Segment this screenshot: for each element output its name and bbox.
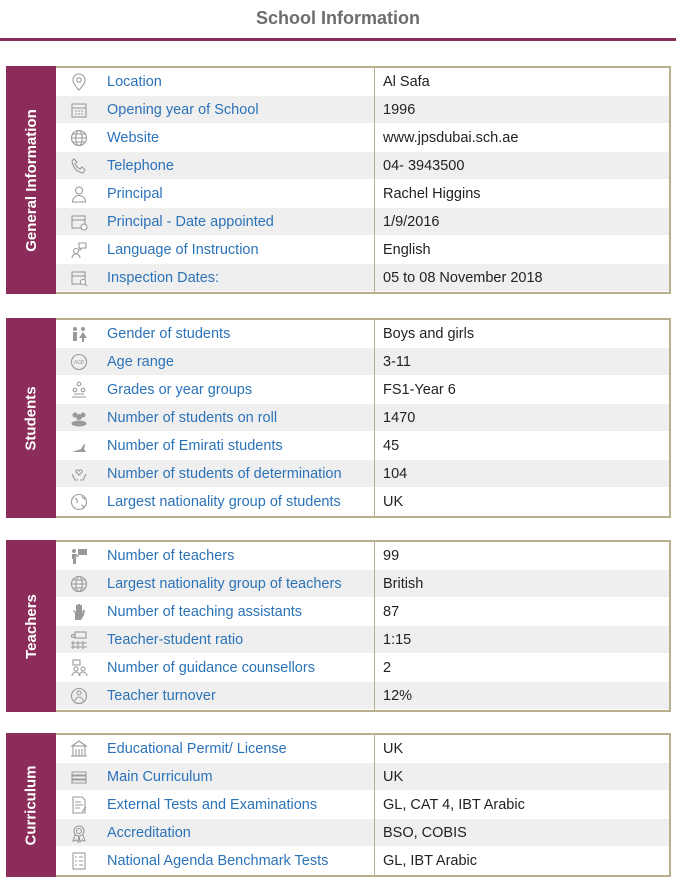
table-row: [56, 432, 669, 460]
row-value: UK: [383, 740, 404, 757]
row-label: Website: [101, 124, 375, 152]
page-title: School Information: [256, 8, 420, 28]
section-curriculum: [6, 733, 671, 877]
row-value: 1996: [383, 101, 416, 118]
table-row: [56, 542, 669, 570]
group-levels-icon: [56, 376, 101, 404]
school-building-icon: [56, 735, 101, 763]
table-row: [56, 598, 669, 626]
row-label: Grades or year groups: [101, 376, 375, 404]
row-value: 1470: [383, 409, 416, 426]
table-row: [56, 404, 669, 432]
table-row: [56, 264, 669, 292]
row-value: 05 to 08 November 2018: [383, 269, 543, 286]
table-row: [56, 791, 669, 819]
table-row: [56, 320, 669, 348]
row-label: Location: [101, 68, 375, 96]
row-label: Age range: [101, 348, 375, 376]
section-teachers: [6, 540, 671, 712]
row-label: Inspection Dates:: [101, 264, 375, 292]
hands-heart-icon: [56, 460, 101, 488]
table-row: [56, 68, 669, 96]
classroom-icon: [56, 626, 101, 654]
row-value: 1:15: [383, 631, 412, 648]
row-label: Educational Permit/ License: [101, 735, 375, 763]
table-row: [56, 763, 669, 791]
table-row: [56, 152, 669, 180]
row-value: 2: [383, 659, 392, 676]
title-divider: [0, 38, 676, 41]
table-row: [56, 124, 669, 152]
row-label: Main Curriculum: [101, 763, 375, 791]
row-value: 87: [383, 603, 400, 620]
row-value: British: [383, 575, 424, 592]
row-value: BSO, COBIS: [383, 824, 467, 841]
table-row: [56, 208, 669, 236]
row-label: Largest nationality group of teachers: [101, 570, 375, 598]
table-row: [56, 376, 669, 404]
row-label: Teacher turnover: [101, 682, 375, 710]
turnover-icon: [56, 682, 101, 710]
row-label: Telephone: [101, 152, 375, 180]
row-label: National Agenda Benchmark Tests: [101, 847, 375, 875]
section-general-information: [6, 66, 671, 294]
table-row: [56, 180, 669, 208]
calendar-icon: [56, 96, 101, 124]
row-value: UK: [383, 768, 404, 785]
table-row: [56, 488, 669, 516]
table-row: [56, 819, 669, 847]
globe-icon: [56, 124, 101, 152]
row-value: 04- 3943500: [383, 157, 465, 174]
row-label: Largest nationality group of students: [101, 488, 375, 516]
emirates-map-icon: [56, 432, 101, 460]
row-value: GL, IBT Arabic: [383, 852, 478, 869]
row-label: Number of teaching assistants: [101, 598, 375, 626]
raised-hand-icon: [56, 598, 101, 626]
row-value: GL, CAT 4, IBT Arabic: [383, 796, 525, 813]
table-row: [56, 96, 669, 124]
row-label: Language of Instruction: [101, 236, 375, 264]
section-tab: [6, 733, 56, 877]
row-label: Number of students on roll: [101, 404, 375, 432]
table-row: [56, 570, 669, 598]
row-label: Gender of students: [101, 320, 375, 348]
section-tab: [6, 66, 56, 294]
row-value: UK: [383, 493, 404, 510]
table-row: [56, 460, 669, 488]
person-icon: [56, 180, 101, 208]
telephone-icon: [56, 152, 101, 180]
row-label: Teacher-student ratio: [101, 626, 375, 654]
calendar-check-icon: [56, 208, 101, 236]
books-icon: [56, 763, 101, 791]
table-row: [56, 626, 669, 654]
globe-icon: [56, 570, 101, 598]
section-tab: [6, 318, 56, 518]
row-value: 99: [383, 547, 400, 564]
row-label: Accreditation: [101, 819, 375, 847]
award-icon: [56, 819, 101, 847]
calendar-search-icon: [56, 264, 101, 292]
row-label: Principal: [101, 180, 375, 208]
section-title: Students: [22, 385, 40, 451]
row-value: Al Safa: [383, 73, 430, 90]
row-label: Number of teachers: [101, 542, 375, 570]
section-tab: [6, 540, 56, 712]
crowd-icon: [56, 404, 101, 432]
row-label: Number of guidance counsellors: [101, 654, 375, 682]
section-students: [6, 318, 671, 518]
svg-text:AGE: AGE: [73, 359, 84, 366]
row-label: Principal - Date appointed: [101, 208, 375, 236]
row-value: 3-11: [383, 353, 411, 370]
row-value: 104: [383, 465, 408, 482]
section-title: General Information: [22, 108, 40, 252]
row-value: 12%: [383, 687, 413, 704]
table-row: [56, 236, 669, 264]
row-label: External Tests and Examinations: [101, 791, 375, 819]
speech-person-icon: [56, 236, 101, 264]
table-row: [56, 847, 669, 875]
table-row: [56, 348, 669, 376]
table-row: [56, 654, 669, 682]
row-label: Number of students of determination: [101, 460, 375, 488]
row-value: English: [383, 241, 431, 258]
teacher-board-icon: [56, 542, 101, 570]
test-sheet-icon: [56, 847, 101, 875]
table-row: [56, 735, 669, 763]
row-value: 1/9/2016: [383, 213, 440, 230]
section-title: Curriculum: [22, 764, 40, 846]
age-badge-icon: [56, 348, 101, 376]
row-value: www.jpsdubai.sch.ae: [383, 129, 519, 146]
row-label: Opening year of School: [101, 96, 375, 124]
location-pin-icon: [56, 68, 101, 96]
exam-paper-icon: [56, 791, 101, 819]
boy-girl-icon: [56, 320, 101, 348]
section-title: Teachers: [22, 593, 40, 659]
row-value: Rachel Higgins: [383, 185, 481, 202]
table-row: [56, 682, 669, 710]
row-value: FS1-Year 6: [383, 381, 456, 398]
row-label: Number of Emirati students: [101, 432, 375, 460]
row-value: Boys and girls: [383, 325, 475, 342]
counsellor-icon: [56, 654, 101, 682]
globe-people-icon: [56, 488, 101, 516]
row-value: 45: [383, 437, 400, 454]
